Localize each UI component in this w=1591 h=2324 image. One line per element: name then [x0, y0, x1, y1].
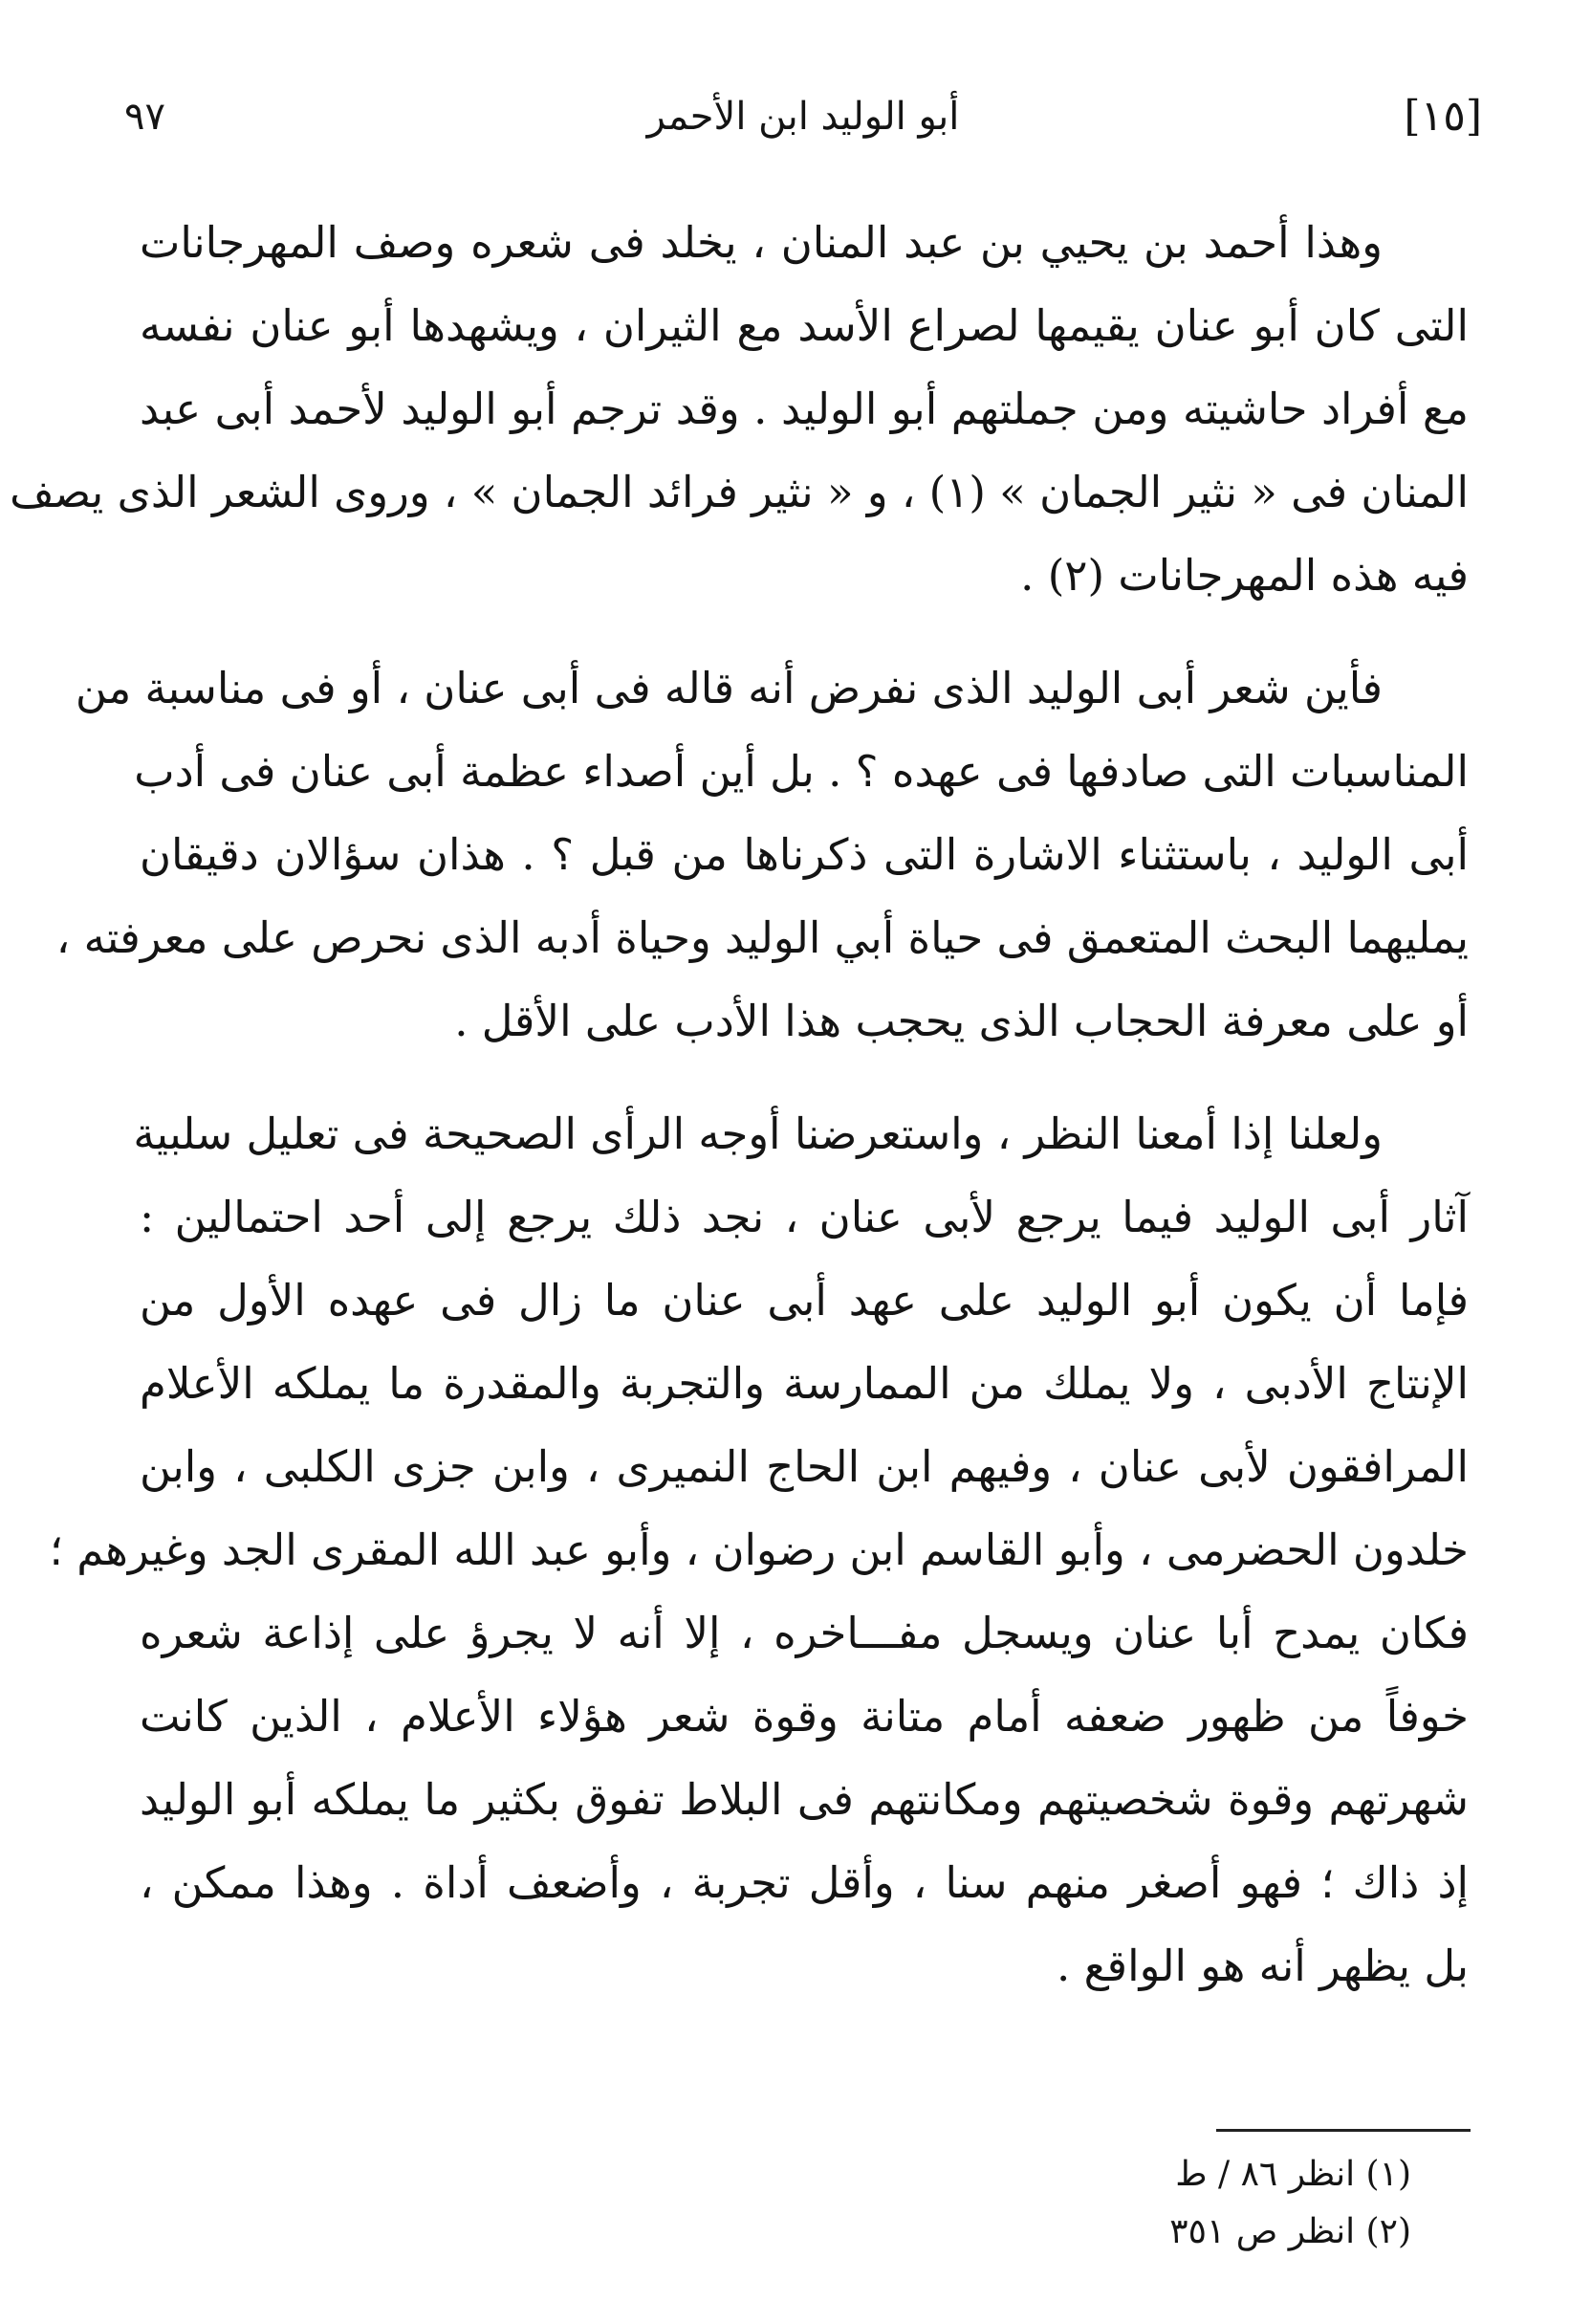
text-line: الإنتاج الأدبى ، ولا يملك من الممارسة والتجربة والمقدرة ما يملكه الأعلام [140, 1358, 1469, 1409]
page-number: ٩٧ [124, 95, 165, 139]
text-line: شهرتهم وقوة شخصيتهم ومكانتهم فى البلاط تفوق بكثير ما يملكه أبو الوليد [140, 1774, 1469, 1825]
text-line: آثار أبى الوليد فيما يرجع لأبى عنان ، نجد ذلك يرجع إلى أحد احتمالين : [140, 1192, 1469, 1242]
text-line: أبى الوليد ، باستثناء الاشارة التى ذكرناها من قبل ؟ . هذان سؤالان دقيقان [140, 829, 1469, 880]
text-line: مع أفراد حاشيته ومن جملتهم أبو الوليد . وقد ترجم أبو الوليد لأحمد أبى عبد [140, 384, 1469, 434]
body-text [10, 201, 1469, 2037]
text-line: المنان فى « نثير الجمان » (١) ، و « نثير فرائد الجمان » ، وروى الشعر الذى يصف [10, 467, 1469, 517]
text-line: فكان يمدح أبا عنان ويسجل مفـــاخره ، إلا أنه لا يجرؤ على إذاعة شعره [140, 1608, 1469, 1658]
footnotes [838, 2146, 1411, 2261]
paragraph-1 [10, 201, 1469, 617]
text-line: المناسبات التى صادفها فى عهده ؟ . بل أين أصداء عظمة أبى عنان فى أدب [134, 746, 1469, 797]
text-line: فإما أن يكون أبو الوليد على عهد أبى عنان ما زال فى عهده الأول من [140, 1275, 1469, 1326]
paragraph-2 [55, 647, 1469, 1063]
text-line: فأين شعر أبى الوليد الذى نفرض أنه قاله فى أبى عنان ، أو فى مناسبة من [75, 663, 1383, 713]
text-line: يمليهما البحث المتعمق فى حياة أبي الوليد وحياة أدبه الذى نحرص على معرفته ، [55, 912, 1469, 963]
text-line: إذ ذاك ؛ فهو أصغر منهم سنا ، وأقل تجربة ، وأضعف أداة . وهذا ممكن ، [140, 1857, 1469, 1908]
text-line: التى كان أبو عنان يقيمها لصراع الأسد مع الثيران ، ويشهدها أبو عنان نفسه [140, 300, 1469, 351]
footnote-divider [1216, 2129, 1471, 2132]
text-line: ولعلنا إذا أمعنا النظر ، واستعرضنا أوجه الرأى الصحيحة فى تعليل سلبية [133, 1108, 1383, 1159]
text-line: وهذا أحمد بن يحيي بن عبد المنان ، يخلد فى شعره وصف المهرجانات [140, 217, 1383, 268]
chapter-number: [١٥] [1404, 92, 1482, 141]
text-line: بل يظهر أنه هو الواقع . [1057, 1940, 1469, 1991]
text-line: أو على معرفة الحجاب الذى يحجب هذا الأدب على الأقل . [454, 996, 1469, 1046]
footnote-2: (٢) انظر ص ٣٥١ [1169, 2212, 1411, 2251]
text-line: خوفاً من ظهور ضعفه أمام متانة وقوة شعر هؤلاء الأعلام ، الذين كانت [140, 1691, 1469, 1742]
footnote-1: (١) انظر ٨٦ / ط [1175, 2155, 1411, 2194]
text-line: المرافقون لأبى عنان ، وفيهم ابن الحاج النميرى ، وابن جزى الكلبى ، وابن [140, 1441, 1469, 1492]
text-line: خلدون الحضرمى ، وأبو القاسم ابن رضوان ، وأبو عبد الله المقرى الجد وغيرهم ؛ [49, 1524, 1469, 1575]
paragraph-3 [49, 1092, 1469, 2007]
running-title: أبو الوليد ابن الأحمر [646, 95, 960, 139]
text-line: فيه هذه المهرجانات (٢) . [1020, 550, 1469, 601]
running-head [124, 88, 1482, 155]
